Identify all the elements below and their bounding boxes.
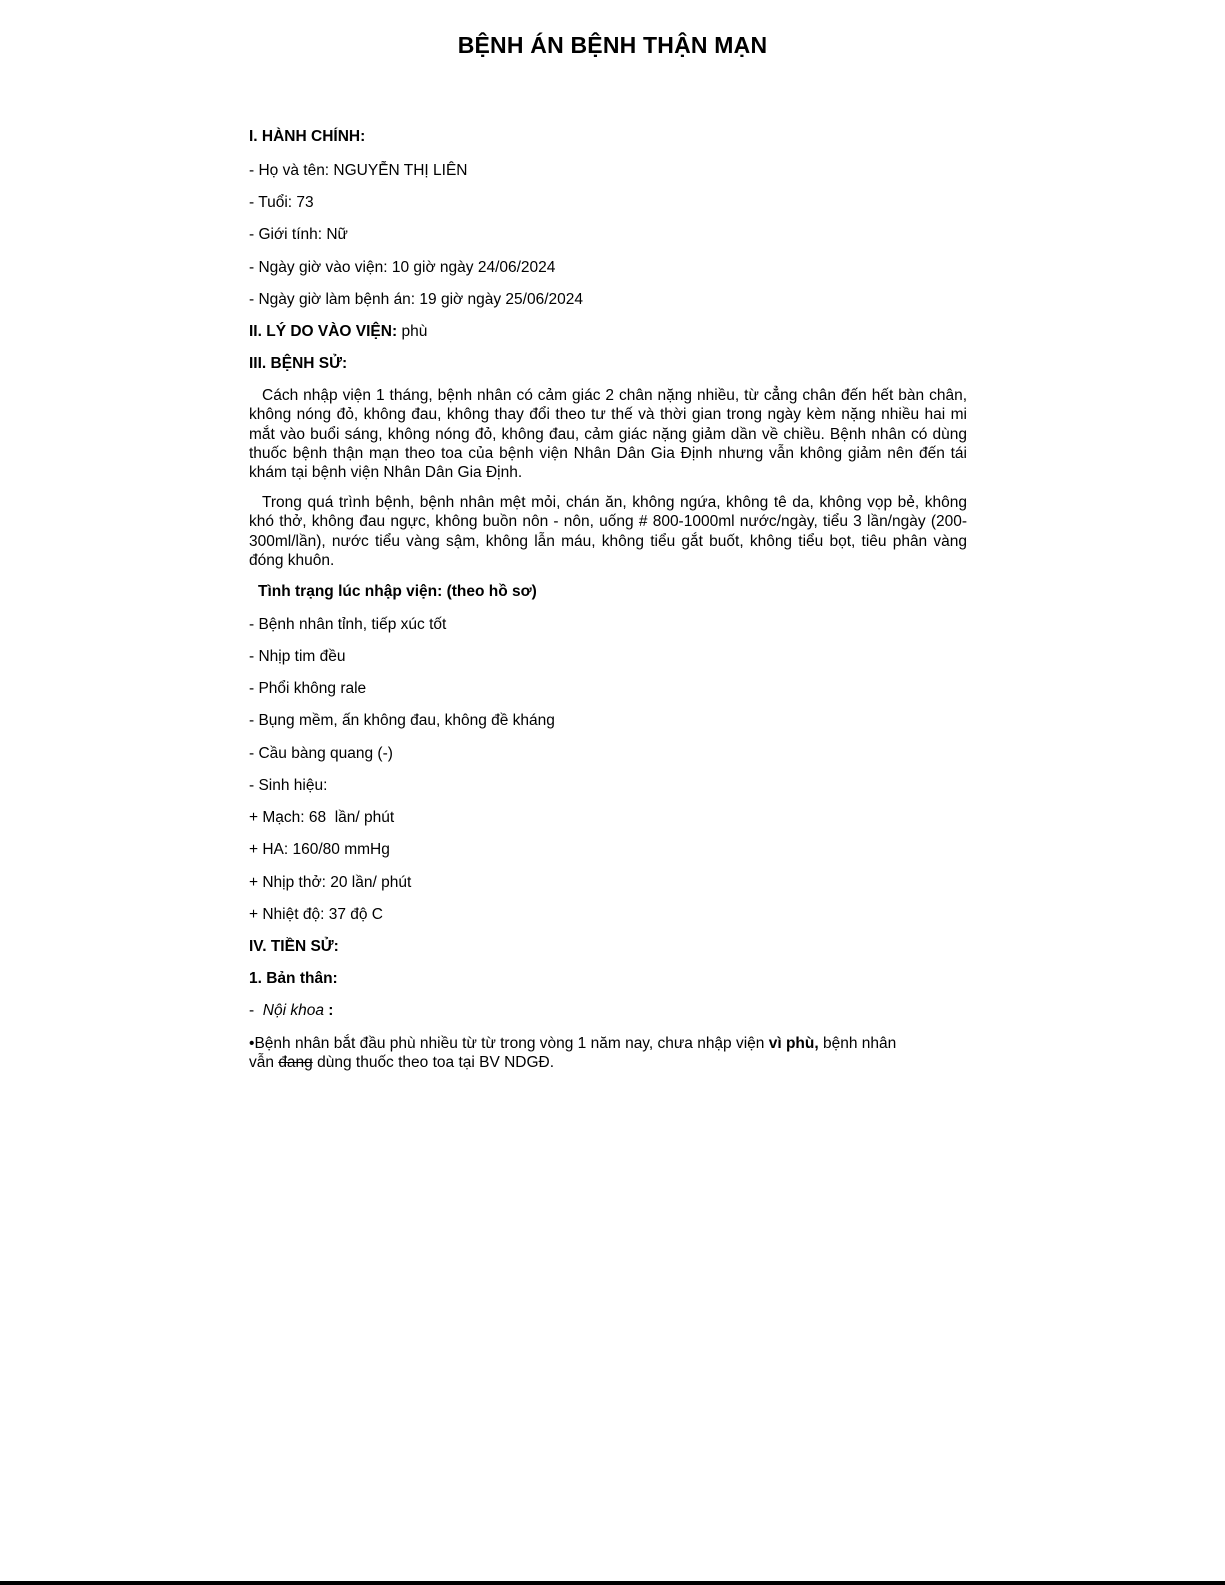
status-item: - Bụng mềm, ấn không đau, không đề kháng	[249, 712, 555, 729]
record-time: - Ngày giờ làm bệnh án: 19 giờ ngày 25/06/2024	[249, 291, 583, 308]
bullet-icon: •	[249, 1035, 255, 1052]
vital-temperature: + Nhiệt độ: 37 độ C	[249, 906, 383, 923]
history-paragraph-2: Trong quá trình bệnh, bệnh nhân mệt mỏi, chán ăn, không ngứa, không tê da, không vọp bẻ, không khó thở, không đau ngực, không buồn nôn - nôn, uống # 800-1000ml nước/ngày, tiểu 3 lần/ngày (200-300ml/lần), nước tiểu vàng sậm, không lẫn máu, không tiểu gắt buốt, không tiểu bọt, tiêu phân vàng đóng khuôn.	[249, 494, 967, 569]
patient-sex: - Giới tính: Nữ	[249, 226, 348, 243]
detail-text: dùng thuốc theo toa tại BV NDGĐ.	[312, 1054, 555, 1072]
vital-blood-pressure: + HA: 160/80 mmHg	[249, 841, 390, 858]
section-ly-do-heading: II. LÝ DO VÀO VIỆN:	[249, 323, 398, 340]
patient-name: - Họ và tên: NGUYỄN THỊ LIÊN	[249, 162, 468, 179]
vital-respiration: + Nhịp thở: 20 lần/ phút	[249, 874, 412, 891]
status-item: - Bệnh nhân tỉnh, tiếp xúc tốt	[249, 616, 447, 633]
internal-medicine-line	[249, 1001, 333, 1020]
section-hanh-chinh-heading: I. HÀNH CHÍNH:	[249, 128, 366, 145]
status-item: - Sinh hiệu:	[249, 777, 328, 794]
vital-pulse: + Mạch: 68 lần/ phút	[249, 809, 395, 826]
reason-value: phù	[397, 323, 428, 340]
detail-text: bệnh nhân	[818, 1035, 897, 1052]
patient-age: - Tuổi: 73	[249, 194, 314, 211]
section-tien-su-heading: IV. TIỀN SỬ:	[249, 938, 339, 955]
detail-strike-text: đang	[278, 1054, 313, 1072]
status-item: - Cầu bàng quang (-)	[249, 745, 393, 762]
section-benh-su-heading: III. BỆNH SỬ:	[249, 355, 348, 372]
admission-time: - Ngày giờ vào viện: 10 giờ ngày 24/06/2024	[249, 259, 556, 276]
personal-history-heading: 1. Bản thân:	[249, 970, 338, 987]
history-paragraph-1: Cách nhập viện 1 tháng, bệnh nhân có cảm giác 2 chân nặng nhiều, từ cẳng chân đến hết bàn chân, không nóng đỏ, không đau, không thay đổi theo tư thế và thời gian trong ngày kèm nặng nhiều hai mi mắt vào buổi sáng, không nóng đỏ, không đau, cảm giác nặng giảm dần về chiều. Bệnh nhân có dùng thuốc bệnh thận mạn theo toa của bệnh viện Nhân Dân Gia Định nhưng vẫn không giảm nên đến tái khám tại bệnh viện Nhân Dân Gia Định.	[249, 387, 967, 482]
internal-medicine-label: Nội khoa	[262, 1002, 324, 1019]
status-item: - Phổi không rale	[249, 680, 367, 697]
admission-status-heading: Tình trạng lúc nhập viện: (theo hồ sơ)	[258, 583, 537, 600]
document-title: BỆNH ÁN BỆNH THẬN MẠN	[457, 32, 768, 58]
internal-medicine-detail	[249, 1034, 959, 1073]
dash-marker: -	[249, 1002, 263, 1019]
reason-line	[249, 322, 427, 341]
detail-bold-text: vì phù,	[768, 1035, 819, 1052]
detail-text: Bệnh nhân bắt đầu phù nhiều từ từ trong vòng 1 năm nay, chưa nhập viện	[254, 1035, 769, 1052]
detail-text: vẫn	[249, 1054, 279, 1072]
colon-marker: :	[323, 1002, 334, 1019]
page-bottom-border	[0, 1581, 1225, 1585]
status-item: - Nhịp tim đều	[249, 648, 346, 665]
